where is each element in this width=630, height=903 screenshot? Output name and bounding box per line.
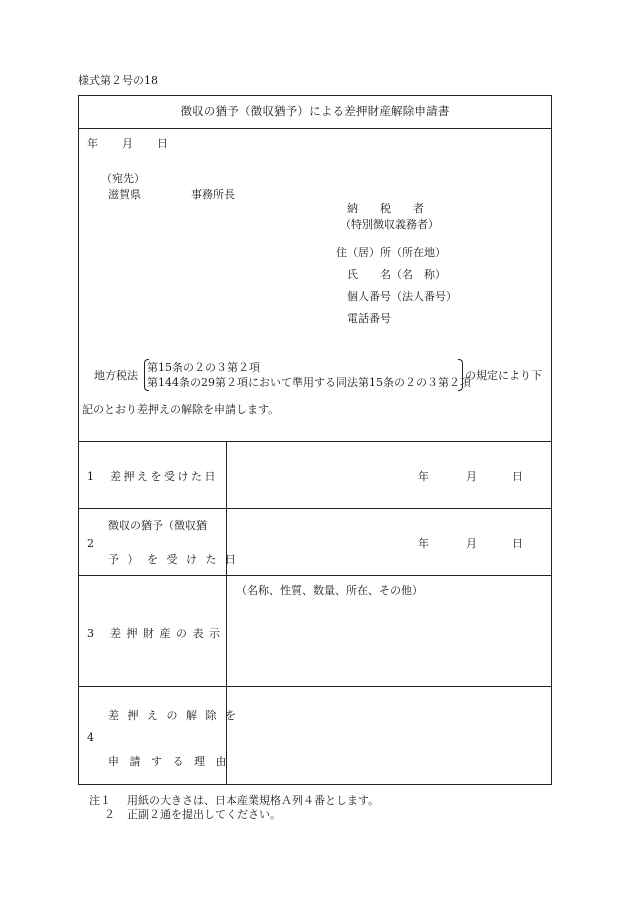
row-4-number: 4 [87, 731, 94, 744]
label-column-divider [226, 441, 227, 785]
date-year-label: 年 [87, 137, 98, 150]
note-2-number: ２ [104, 808, 115, 821]
form-number: 様式第２号の18 [78, 74, 158, 87]
applicant-address-label: 住（居）所（所在地） [336, 246, 446, 259]
row-2-number: 2 [87, 537, 94, 550]
row-3-number: 3 [87, 627, 94, 640]
applicant-phone-label: 電話番号 [347, 312, 391, 325]
note-1: 用紙の大きさは、日本産業規格Ａ列４番とします。 [127, 794, 380, 807]
row-1-number: 1 [87, 470, 94, 483]
row-3-hint: （名称、性質、数量、所在、その他） [236, 584, 423, 597]
body-line-2: 記のとおり差押えの解除を申請します。 [82, 403, 280, 416]
note-prefix: 注１ [89, 794, 111, 807]
date-day-label: 日 [157, 137, 168, 150]
date-month-label: 月 [122, 137, 133, 150]
row-4-label-line-1: 差押えの解除を [108, 709, 245, 722]
body-law-name: 地方税法 [94, 369, 138, 382]
body-clause-1: 第15条の２の３第２項 [147, 361, 260, 374]
addressee-office: 事務所長 [191, 188, 235, 201]
row-1-divider [78, 508, 552, 509]
addressee-prefix: （宛先） [101, 172, 145, 185]
body-clause-2: 第144条の29第２項において準用する同法第15条の２の３第２項 [147, 376, 471, 389]
row-3-divider [78, 686, 552, 687]
row-1-day: 日 [512, 470, 523, 483]
applicant-name-label: 氏 名（名 称） [347, 268, 446, 281]
brace-right [458, 359, 463, 391]
row-2-month: 月 [466, 537, 477, 550]
row-1-year: 年 [418, 470, 429, 483]
row-1-month: 月 [466, 470, 477, 483]
form-frame [78, 95, 552, 785]
applicant-role: 納 税 者 [347, 202, 424, 215]
addressee-prefecture: 滋賀県 [108, 188, 141, 201]
row-1-label: 差押えを受けた日 [110, 470, 218, 483]
body-suffix: の規定により下 [465, 369, 542, 382]
row-2-day: 日 [512, 537, 523, 550]
row-3-label: 差押財産の表示 [110, 627, 226, 640]
title-divider [78, 128, 552, 129]
row-2-year: 年 [418, 537, 429, 550]
row-2-label-line-1: 徴収の猶予（徴収猶 [108, 519, 207, 532]
row-4-label-line-2: 申請する理由 [108, 755, 237, 768]
note-2: 正副２通を提出してください。 [127, 808, 281, 821]
row-2-divider [78, 575, 552, 576]
row-2-label-line-2: 予）を受けた日 [108, 553, 245, 566]
form-title: 徴収の猶予（徴収猶予）による差押財産解除申請書 [180, 104, 450, 118]
applicant-role-sub: （特別徴収義務者） [340, 218, 439, 231]
header-section-divider [78, 441, 552, 442]
applicant-id-label: 個人番号（法人番号） [347, 290, 457, 303]
